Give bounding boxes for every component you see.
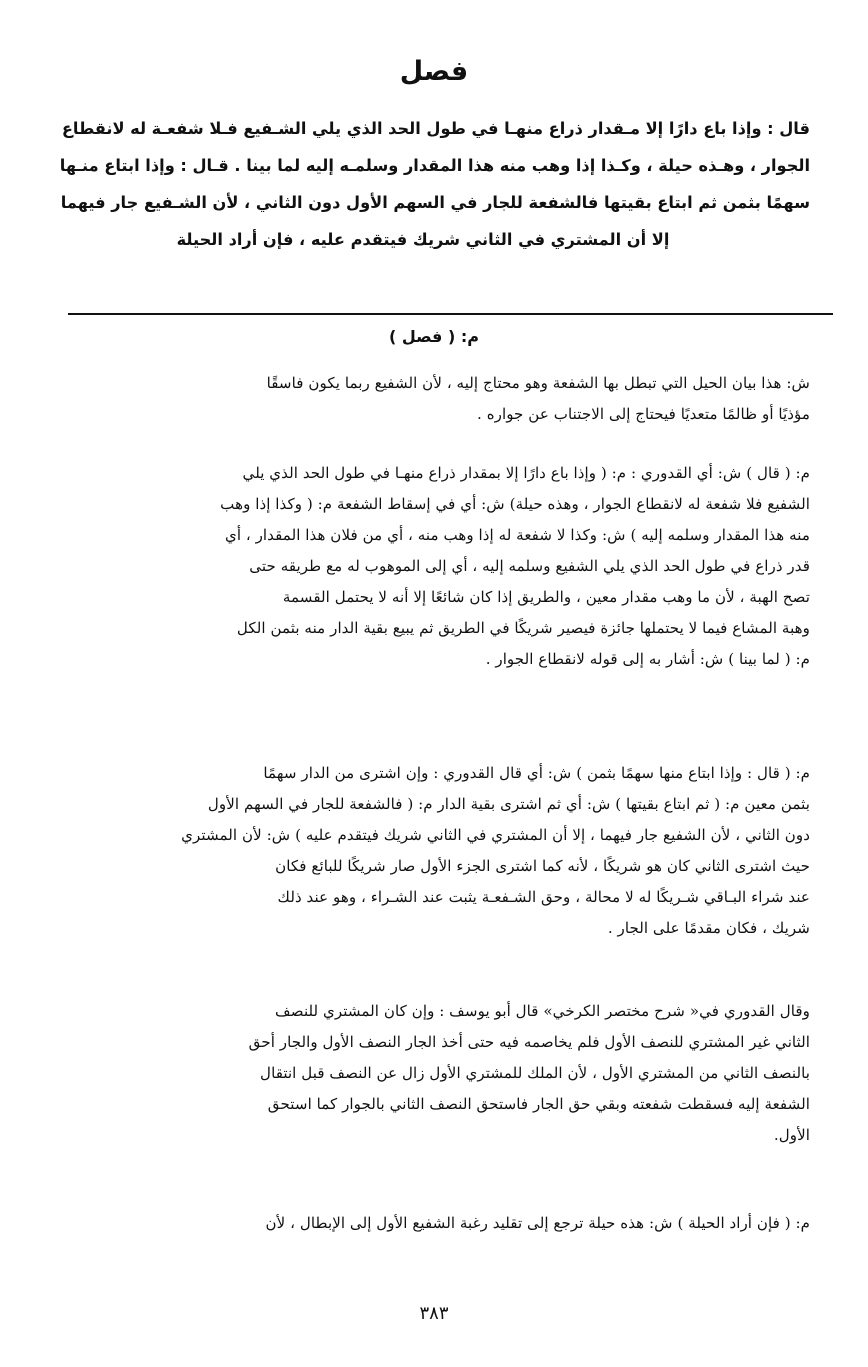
text-line: تصح الهبة ، لأن ما وهب مقدار معين ، والطريق إذا كان شائعًا إلا أنه لا يحتمل القسمة (282, 588, 810, 606)
commentary-paragraph (36, 758, 810, 944)
text-line: ش: هذا بيان الحيل التي تبطل بها الشفعة وهو محتاج إليه ، لأن الشفيع ربما يكون فاسقًا (266, 374, 810, 392)
commentary-heading: م: ( فصل ) (389, 327, 479, 346)
text-line: قدر ذراع في طول الحد الذي يلي الشفيع وسلمه إليه ، أي إلى الموهوب له مع طريقه حتى (249, 557, 810, 575)
text-line: م: ( قال : وإذا ابتاع منها سهمًا بثمن ) ش: أي قال القدوري : وإن اشترى من الدار سهمًا (263, 764, 810, 782)
text-line: دون الثاني ، لأن الشفيع جار فيهما ، إلا أن المشتري في الثاني شريك فيتقدم عليه ) ش: لأن المشتري (181, 826, 810, 844)
text-line: الشفعة إليه فسقطت شفعته وبقي حق الجار فاستحق النصف الثاني بالجوار كما استحق (267, 1095, 810, 1113)
text-line: عند شراء البـاقي شـريكًا له لا محالة ، وحق الشـفعـة يثبت عند الشـراء ، وهو عند ذلك (277, 888, 810, 906)
page-number: ٣٨٣ (419, 1303, 449, 1324)
commentary-paragraph (36, 458, 810, 675)
text-line: الشفيع فلا شفعة له لانقطاع الجوار ، وهذه حيلة) ش: أي في إسقاط الشفعة م: ( وكذا إذا وهب (220, 495, 810, 513)
matn-line: سهمًا بثمن ثم ابتاع بقيتها فالشفعة للجار في السهم الأول دون الثاني ، لأن الشـفيع جار فيهما (60, 193, 810, 212)
text-line: م: ( فإن أراد الحيلة ) ش: هذه حيلة ترجع إلى تقليد رغبة الشفيع الأول إلى الإبطال ، لأن (265, 1214, 810, 1232)
text-line: وهبة المشاع فيما لا يحتملها جائزة فيصير شريكًا في الطريق ثم يبيع بقية الدار منه بثمن الكل (236, 619, 810, 637)
matn-line: قال : وإذا باع دارًا إلا مـقدار ذراع منهـا في طول الحد الذي يلي الشـفيع فـلا شفعـة له لانقطاع (61, 119, 810, 138)
separator-rule (68, 313, 833, 315)
commentary-paragraph (36, 368, 810, 430)
text-line: م: ( لما بينا ) ش: أشار به إلى قوله لانقطاع الجوار . (485, 650, 810, 668)
matn-line: إلا أن المشتري في الثاني شريك فيتقدم عليه ، فإن أراد الحيلة (176, 230, 670, 249)
text-line: بالنصف الثاني من المشتري الأول ، لأن الملك للمشتري الأول زال عن النصف قبل انتقال (260, 1064, 810, 1082)
commentary-paragraph (36, 1208, 810, 1239)
chapter-title: فصل (399, 56, 469, 87)
matn-text (36, 110, 810, 258)
text-line: منه هذا المقدار وسلمه إليه ) ش: وكذا لا شفعة له إذا وهب منه ، أي من فلان هذا المقدار ، أي (224, 526, 810, 544)
text-line: الثاني غير المشتري للنصف الأول فلم يخاصمه فيه حتى أخذ الجار النصف الأول والجار أحق (248, 1033, 810, 1051)
text-line: الأول. (773, 1126, 810, 1144)
text-line: شريك ، فكان مقدمًا على الجار . (607, 919, 810, 937)
text-line: م: ( قال ) ش: أي القدوري : م: ( وإذا باع دارًا إلا بمقدار ذراع منهـا في طول الحد الذي يلي (242, 464, 810, 482)
text-line: حيث اشترى الثاني كان هو شريكًا ، لأنه كما اشترى الجزء الأول صار شريكًا للبائع فكان (275, 857, 810, 875)
text-line: مؤذيًا أو ظالمًا متعديًا فيحتاج إلى الاجتناب عن جواره . (477, 405, 810, 423)
commentary-paragraph (36, 996, 810, 1151)
matn-line: الجوار ، وهـذه حيلة ، وكـذا إذا وهب منه هذا المقدار وسلمـه إليه لما بينا . قـال : وإذا ابتاع منـها (59, 156, 810, 175)
text-line: وقال القدوري في« شرح مختصر الكرخي» قال أبو يوسف : وإن كان المشتري للنصف (275, 1002, 810, 1020)
text-line: بثمن معين م: ( ثم ابتاع بقيتها ) ش: أي ثم اشترى بقية الدار م: ( فالشفعة للجار في السهم الأول (207, 795, 810, 813)
